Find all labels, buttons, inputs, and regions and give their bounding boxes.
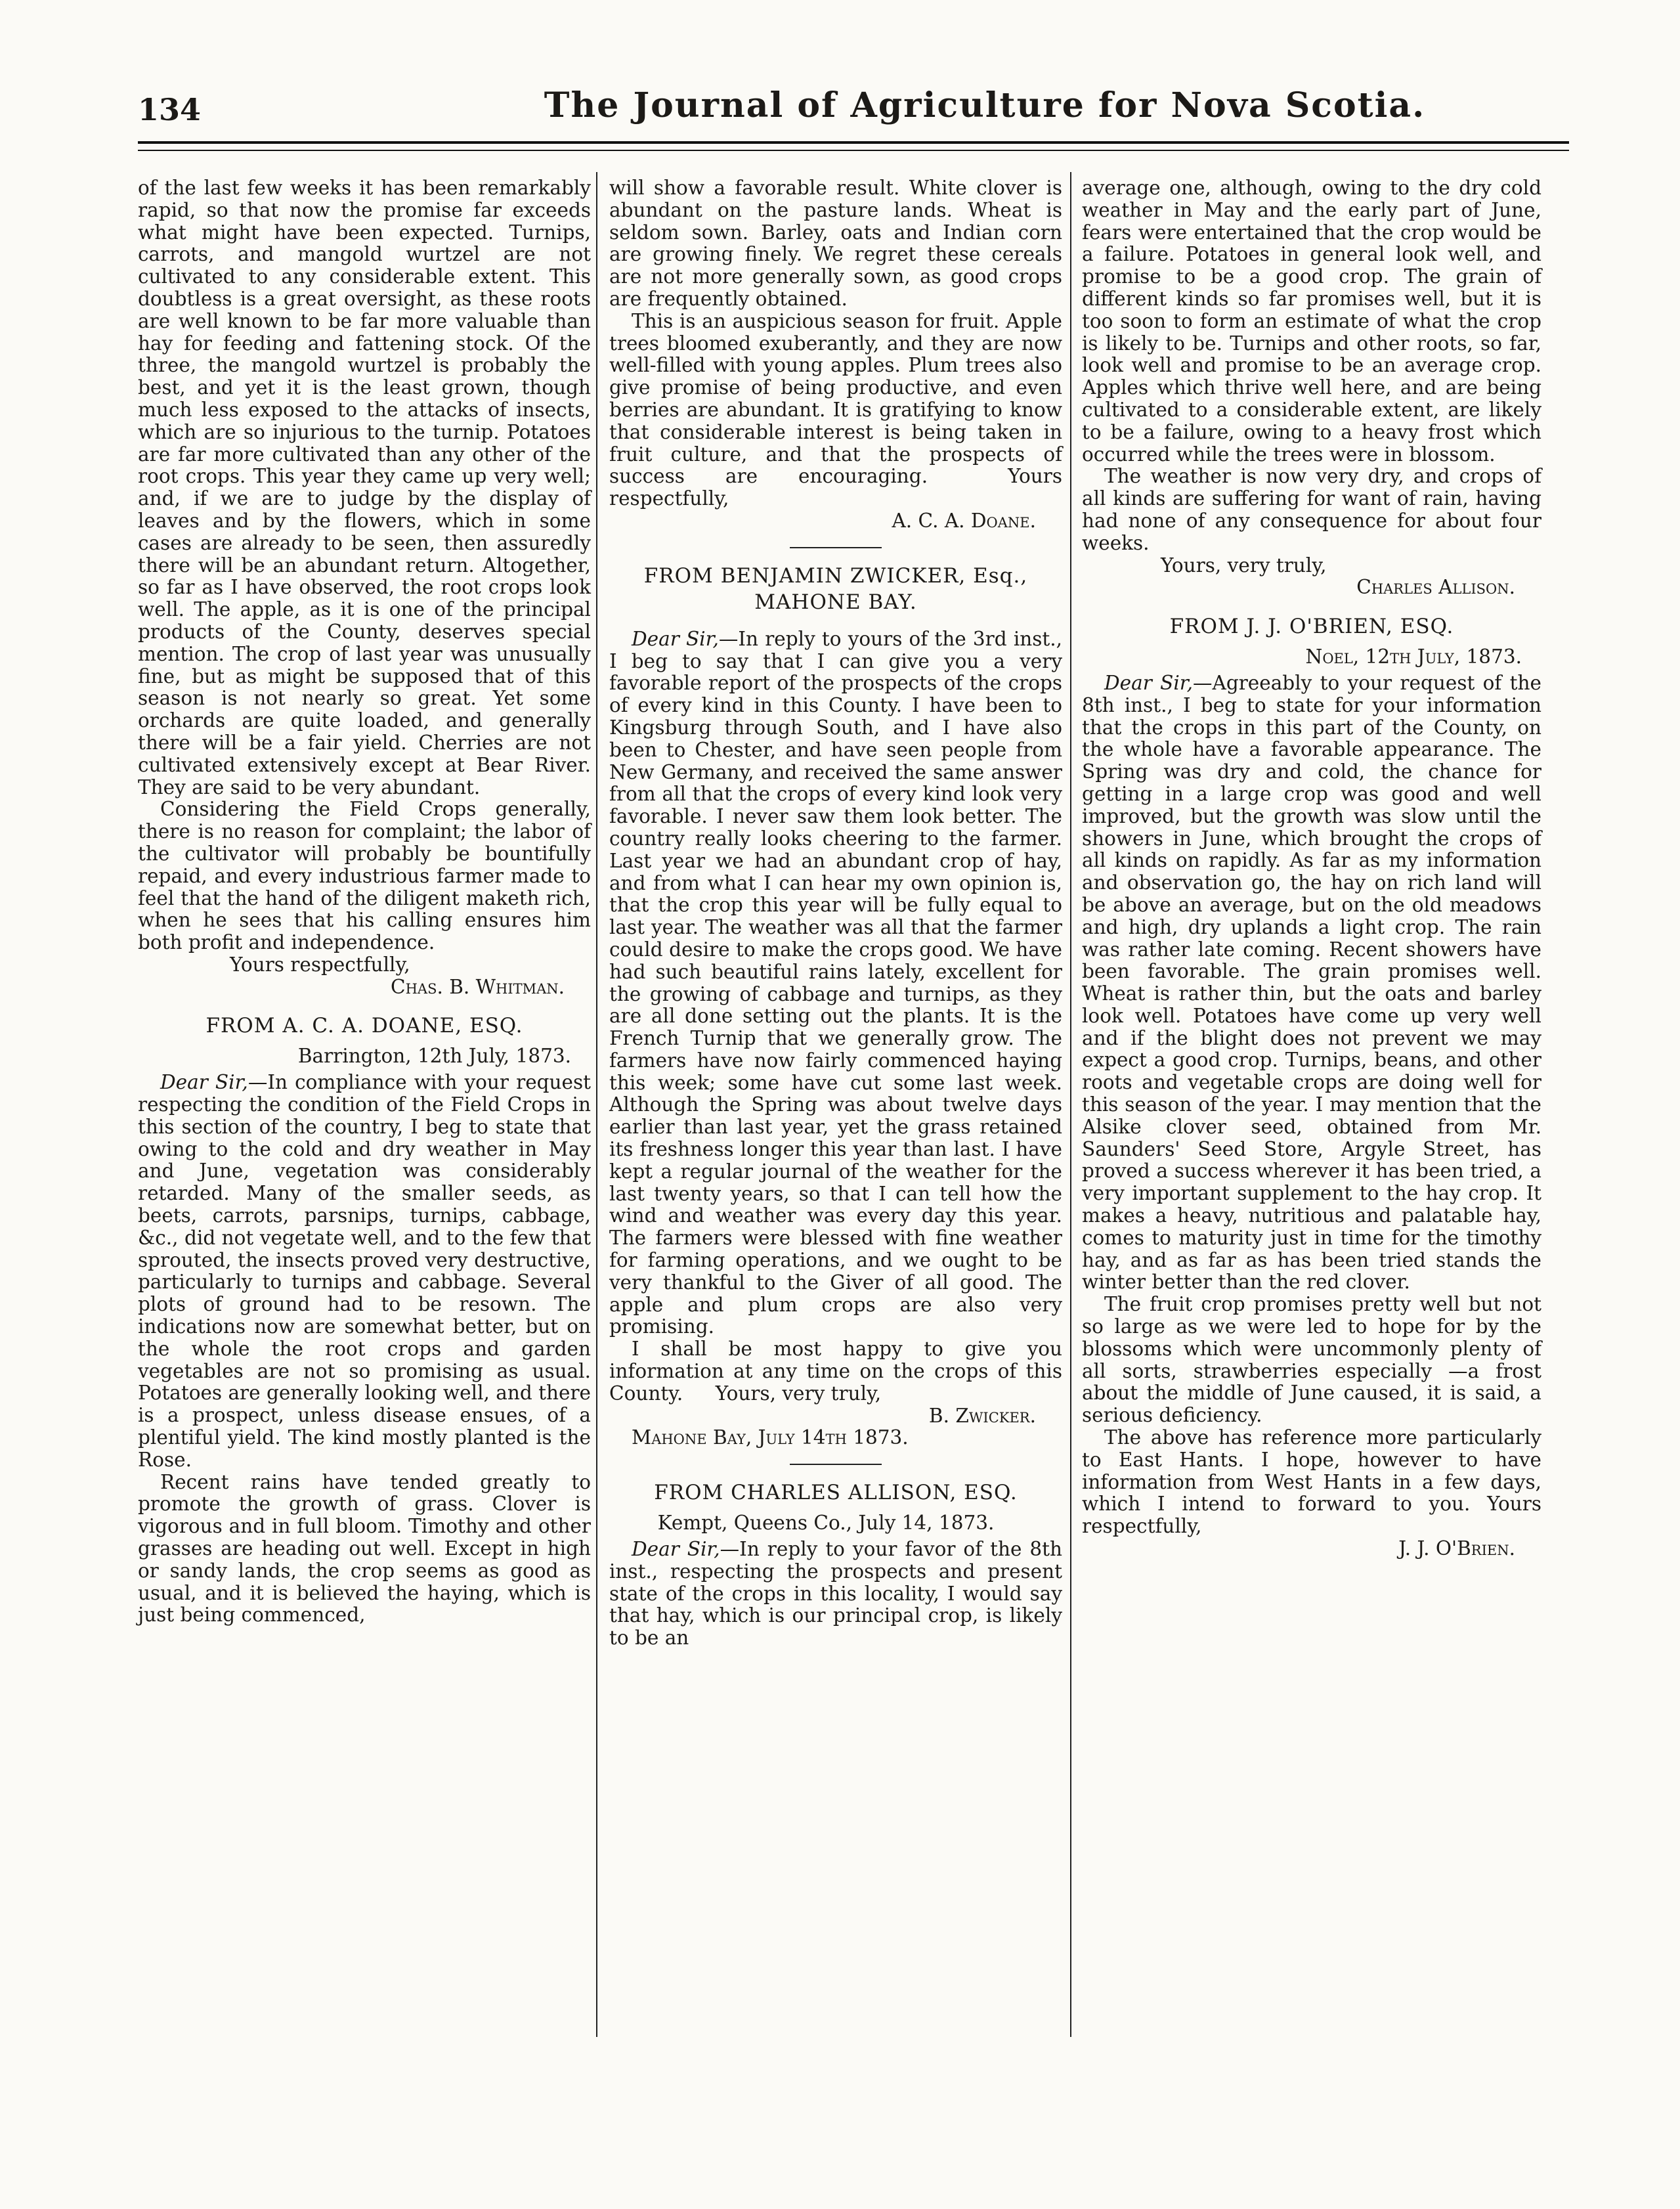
paragraph: Recent rains have tended greatly to promote the growth of grass. Clover is vigorous and in full bloom. Timothy and other grasses are heading out well. Except in high or sandy lands, the crop seems as good as usual, and it is believed the haying, which is just being commenced, <box>138 1470 591 1627</box>
signature: A. C. A. Doane. <box>892 509 1036 532</box>
salutation: Dear Sir, <box>160 1071 248 1094</box>
closing: Yours, very truly, <box>715 1382 882 1405</box>
paragraph: of the last few weeks it has been remarkably rapid, so that now the promise far exceeds what might have been expected. Turnips, carrots, and mangold wurtzel are not cultivated to any considerable extent. This doubtless is a great oversight, as these roots are well known to be far more valuable than hay for feeding and fattening stock. Of the three, the mangold wurtzel is probably the best, and yet it is the least grown, though much less exposed to the attacks of insects, which are so injurious to the turnip. Potatoes are far more cultivated than any other of the root crops. This year they came up very well; and, if we are to judge by the display of leaves and by the flowers, which in some cases are already to be seen, then assuredly there will be an abundant return. Altogether, so far as I have observed, the root crops look well. The apple, as it is one of the principal products of the County, deserves special mention. The crop of last year was unusually fine, but as might be supposed that of this season is not nearly so great. Yet some orchards are quite loaded, and generally there will be a fair yield. Cherries are not cultivated extensively except at Bear River. They are said to be very abundant. <box>138 177 591 798</box>
column-divider <box>596 172 597 2037</box>
dateline: Kempt, Queens Co., July 14, 1873. <box>657 1512 995 1535</box>
page-number: 134 <box>138 92 202 127</box>
separator-rule <box>790 1464 882 1465</box>
salutation: Dear Sir, <box>632 1538 720 1561</box>
dateline: Mahone Bay, July 14th 1873. <box>632 1426 909 1449</box>
section-heading: FROM A. C. A. DOANE, ESQ. <box>205 1014 523 1038</box>
signature: Charles Allison. <box>1356 576 1515 599</box>
column-2 <box>609 177 1062 2147</box>
section-heading: FROM J. J. O'BRIEN, ESQ. <box>1169 615 1454 639</box>
paragraph: The fruit crop promises pretty well but not so large as we were led to hope for by the blossoms which were uncommonly plenty of all sorts, strawberries especially —a frost about the middle of June caused, it is said, a serious deficiency. <box>1082 1293 1541 1427</box>
closing: Yours respectfully, <box>609 465 1062 510</box>
section-heading: FROM BENJAMIN ZWICKER, Esq., MAHONE BAY. <box>643 563 1028 614</box>
paragraph: —Agreeably to your request of the 8th inst., I beg to state for your information that the crops in this part of the County, on the whole have a favorable appearance. The Spring was dry and cold, the chance for getting in a large crop was good and well improved, but the growth was slow until the showers in June, which brought the crops of all kinds on rapidly. As far as my information and observation go, the hay on rich land will be above an average, but on the old meadows and high, dry uplands a light crop. The rain was rather late coming. Recent showers have been favorable. The grain promises well. Wheat is rather thin, but the oats and barley look well. Potatoes have come up very well and if the blight does not prevent we may expect a good crop. Turnips, beans, and other roots and vegetable crops are doing well for this season of the year. I may mention that the Alsike clover seed, obtained from Mr. Saunders' Seed Store, Argyle Street, has proved a success wherever it has been tried, a very important supplement to the hay crop. It makes a heavy, nutritious and palatable hay, comes to maturity just in time for the timothy hay, and as far as has been tried stands the winter better than the red clover. <box>1082 671 1541 1294</box>
section-heading: FROM CHARLES ALLISON, ESQ. <box>654 1481 1018 1505</box>
signature: J. J. O'Brien. <box>1398 1537 1515 1560</box>
closing: Yours, very truly, <box>1161 554 1327 577</box>
paragraph: —In reply to yours of the 3rd inst., I beg to say that I can give you a very favorable report of the prospects of the crops of every kind in this County. I have been to Kingsburg through South, and I have also been to Chester, and have seen people from New Germany, and received the same answer from all that the crops of every kind look very favorable. I never saw them look better. The country really looks cheering to the farmer. Last year we had an abundant crop of hay, and from what I can hear my own opinion is, that the crop this year will be fully equal to last year. The weather was all that the farmer could desire to make the crops good. We have had such beautiful rains lately, excellent for the growing of cabbage and turnips, as they are all done setting out the plants. It is the French Turnip that we generally grow. The farmers have now fairly commenced haying this week; some have cut some last week. Although the Spring was about twelve days earlier than last year, yet the grass retained its freshness longer this year than last. I have kept a regular journal of the weather for the last twenty years, so that I can tell how the wind and weather was every day this year. The farmers were blessed with fine weather for farming operations, and we ought to be very thankful to the Giver of all good. The apple and plum crops are also very promising. <box>609 627 1062 1338</box>
paragraph: will show a favorable result. White clover is abundant on the pasture lands. Wheat is seldom sown. Barley, oats and Indian corn are growing finely. We regret these cereals are not more generally sown, as good crops are frequently obtained. <box>609 177 1062 310</box>
closing: Yours respectfully, <box>230 953 410 976</box>
column-3 <box>1082 177 1541 2147</box>
journal-title: The Journal of Agriculture for Nova Scotia. <box>544 85 1426 125</box>
header-rule-thin <box>138 150 1569 151</box>
paragraph: This is an auspicious season for fruit. Apple trees bloomed exuberantly, and they are now well-filled with young apples. Plum trees also give promise of being productive, and even berries are abundant. It is gratifying to know that considerable interest is being taken in fruit culture, and that the prospects of success are encouraging. Yours respectfully, <box>609 309 1062 510</box>
column-divider <box>1070 172 1071 2037</box>
signature: Chas. B. Whitman. <box>391 975 565 998</box>
dateline: Noel, 12th July, 1873. <box>1305 645 1522 668</box>
paragraph: The weather is now very dry, and crops of all kinds are suffering for want of rain, having had none of any consequence for about four weeks. <box>1082 465 1541 554</box>
paragraph: average one, although, owing to the dry cold weather in May and the early part of June, fears were entertained that the crop would be a failure. Potatoes in general look well, and promise to be a good crop. The grain of different kinds so far promises well, but it is too soon to form an estimate of what the crop is likely to be. Turnips and other roots, so far, look well and promise to be an average crop. Apples which thrive well here, and are being cultivated to a considerable extent, are likely to be a failure, owing to a heavy frost which occurred while the trees were in blossom. <box>1082 177 1541 466</box>
header-rule <box>138 141 1569 144</box>
paragraph: The above has reference more particularly to East Hants. I hope, however to have information from West Hants in a few days, which I intend to forward to you. Yours respectfully, <box>1082 1426 1541 1538</box>
dateline: Barrington, 12th July, 1873. <box>297 1045 571 1068</box>
salutation: Dear Sir, <box>632 627 719 650</box>
separator-rule <box>790 547 882 548</box>
paragraph: —In compliance with your request respecting the condition of the Field Crops in this section of the country, I beg to state that owing to the cold and dry weather in May and June, vegetation was considerably retarded. Many of the smaller seeds, as beets, carrots, parsnips, turnips, cabbage, &c., did not vegetate well, and to the few that sprouted, the insects proved very destructive, particularly to turnips and cabbage. Several plots of ground had to be resown. The indications now are somewhat better, but on the whole the root crops and garden vegetables are not so promising as usual. Potatoes are generally looking well, and there is a prospect, unless disease ensues, of a plentiful yield. The kind mostly planted is the Rose. <box>138 1071 591 1471</box>
paragraph: Considering the Field Crops generally, there is no reason for complaint; the labor of the cultivator will probably be bountifully repaid, and every industrious farmer made to feel that the hand of the diligent maketh rich, when he sees that his calling ensures him both profit and independence. <box>138 798 591 954</box>
closing: Yours respectfully, <box>1082 1493 1541 1538</box>
paragraph: I shall be most happy to give you information at any time on the crops of this County. Yours, very truly, <box>609 1338 1062 1405</box>
page-header <box>138 79 1569 158</box>
paragraph: —In reply to your favor of the 8th inst., respecting the prospects and present state of the crops in this locality, I would say that hay, which is our principal crop, is likely to be an <box>609 1538 1062 1650</box>
salutation: Dear Sir, <box>1104 671 1194 694</box>
column-1 <box>138 177 591 2147</box>
signature: B. Zwicker. <box>928 1404 1036 1427</box>
